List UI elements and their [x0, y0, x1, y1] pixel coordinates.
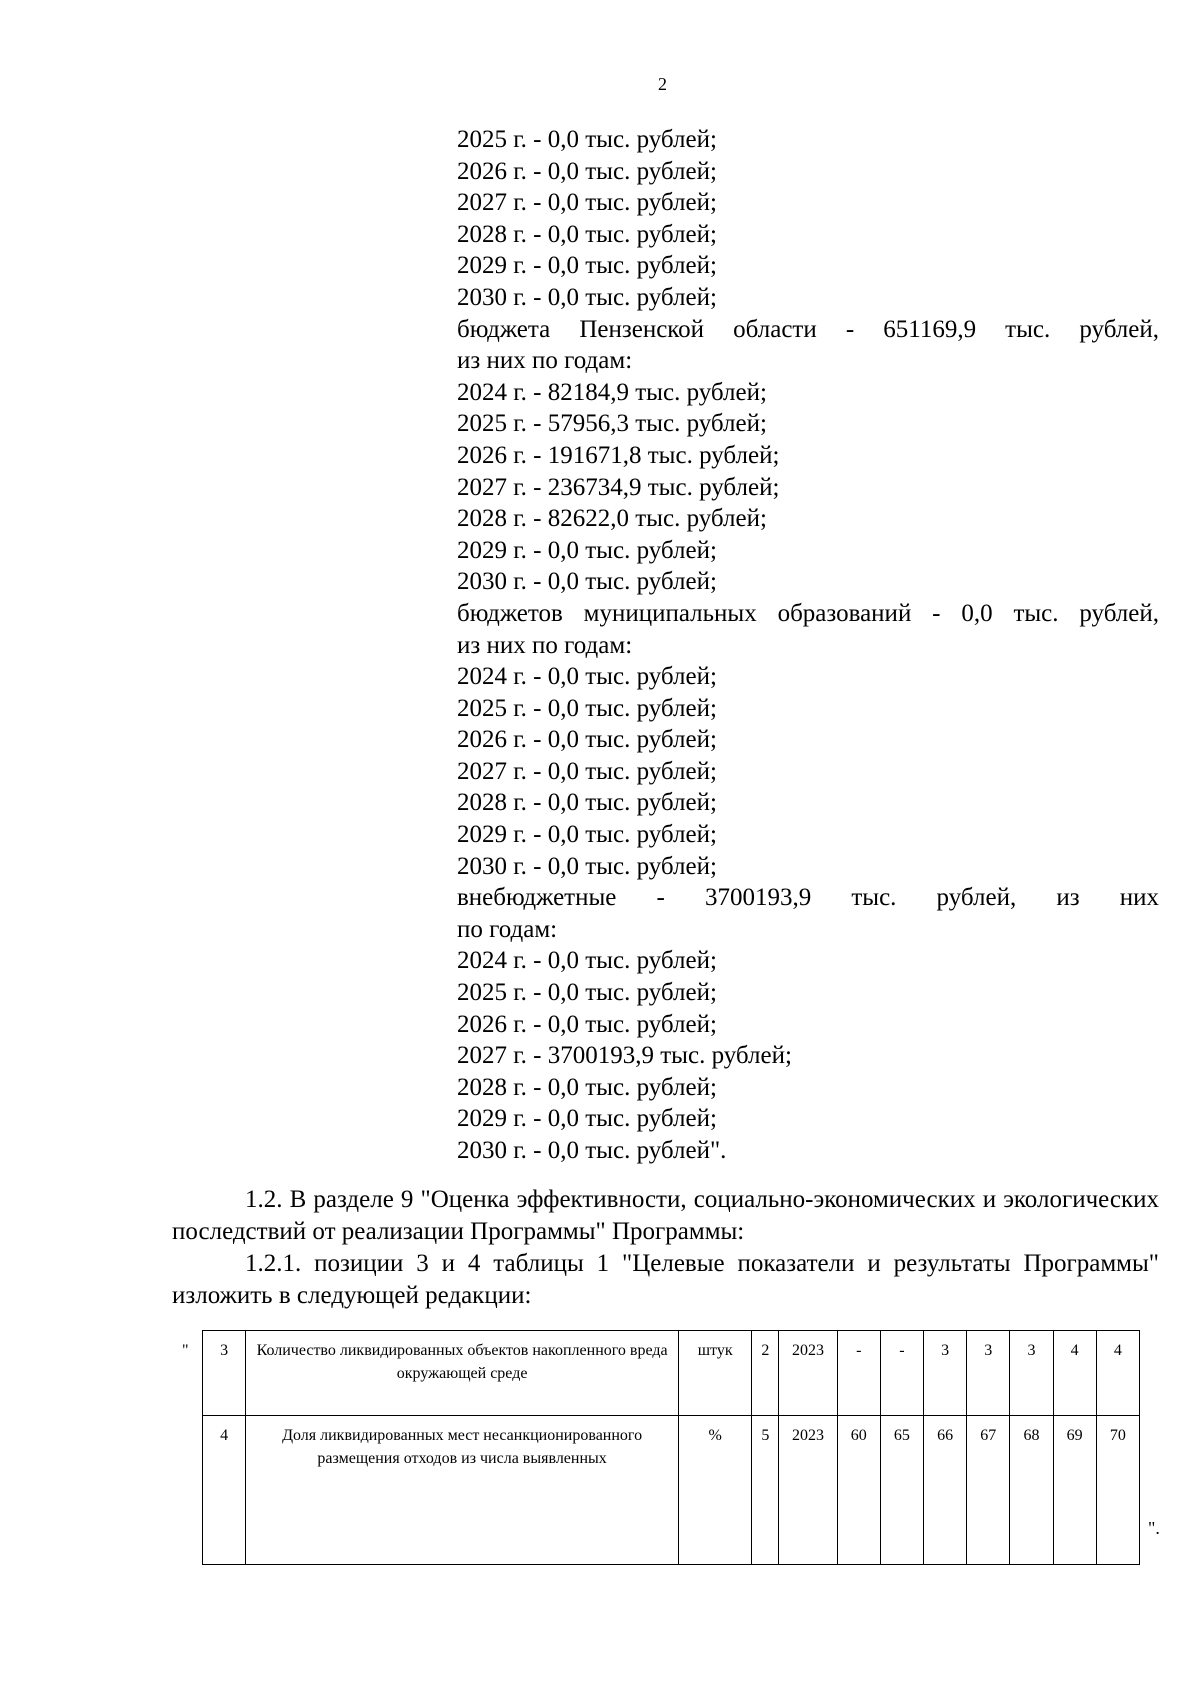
funding-line: 2029 г. - 0,0 тыс. рублей; [457, 1105, 717, 1133]
regional-budget-heading: бюджета Пензенской области - 651169,9 тыс. рублей, [457, 315, 1159, 343]
unit-cell: % [679, 1416, 752, 1565]
extrabudgetary-subheading: по годам: [457, 915, 558, 943]
funding-line: 2029 г. - 0,0 тыс. рублей; [457, 252, 717, 280]
unit-cell: штук [679, 1331, 752, 1416]
funding-line: 2030 г. - 0,0 тыс. рублей; [457, 283, 717, 311]
extrabudgetary-funds [457, 882, 1159, 1166]
funding-line: 2027 г. - 0,0 тыс. рублей; [457, 757, 717, 785]
funding-line: 2029 г. - 0,0 тыс. рублей; [457, 536, 717, 564]
indicator-name-cell: Количество ликвидированных объектов накопленного вреда окружающей среде [246, 1331, 679, 1416]
funding-line: 2024 г. - 82184,9 тыс. рублей; [457, 378, 767, 406]
funding-line: 2027 г. - 0,0 тыс. рублей; [457, 189, 717, 217]
table-close-quote: ". [1148, 1518, 1160, 1538]
funding-line: 2027 г. - 3700193,9 тыс. рублей; [457, 1042, 792, 1070]
funding-line: 2030 г. - 0,0 тыс. рублей; [457, 852, 717, 880]
table-open-quote: " [182, 1342, 189, 1359]
year-value-cell: - [880, 1331, 923, 1416]
funding-line: 2028 г. - 0,0 тыс. рублей; [457, 220, 717, 248]
funding-line: 2024 г. - 0,0 тыс. рублей; [457, 947, 717, 975]
funding-line: 2026 г. - 0,0 тыс. рублей; [457, 1010, 717, 1038]
funding-line: 2028 г. - 0,0 тыс. рублей; [457, 1073, 717, 1101]
target-indicators-table [202, 1330, 1140, 1565]
page-number: 2 [658, 74, 667, 94]
funding-line: 2026 г. - 191671,8 тыс. рублей; [457, 441, 780, 469]
funding-line: 2028 г. - 0,0 тыс. рублей; [457, 789, 717, 817]
section-1-2-1 [172, 1248, 1159, 1311]
year-value-cell: 60 [837, 1416, 880, 1565]
regional-budget [457, 314, 1159, 598]
funding-line: 2025 г. - 0,0 тыс. рублей; [457, 694, 717, 722]
municipal-budget [457, 598, 1159, 882]
year-value-cell: 65 [880, 1416, 923, 1565]
year-value-cell: 3 [1010, 1331, 1053, 1416]
year-value-cell: 4 [1053, 1331, 1096, 1416]
indicator-name-cell: Доля ликвидированных мест несанкционированного размещения отходов из числа выявленных [246, 1416, 679, 1565]
funding-line: 2029 г. - 0,0 тыс. рублей; [457, 821, 717, 849]
federal-years-list [457, 124, 1159, 314]
funding-line: 2030 г. - 0,0 тыс. рублей". [457, 1137, 727, 1164]
funding-line: 2028 г. - 82622,0 тыс. рублей; [457, 505, 767, 533]
funding-line: 2026 г. - 0,0 тыс. рублей; [457, 726, 717, 754]
section-1-2-paragraph: 1.2. В разделе 9 "Оценка эффективности, социально-экономических и экологических последствий от реализации Программы" Программы: [172, 1186, 1159, 1245]
year-value-cell: 69 [1053, 1416, 1096, 1565]
funding-line: 2024 г. - 0,0 тыс. рублей; [457, 663, 717, 691]
row-number-cell: 3 [203, 1331, 246, 1416]
funding-line: 2030 г. - 0,0 тыс. рублей; [457, 568, 717, 596]
year-value-cell: 66 [924, 1416, 967, 1565]
base-year-cell: 2023 [779, 1416, 837, 1565]
funding-line: 2027 г. - 236734,9 тыс. рублей; [457, 473, 780, 501]
year-value-cell: 68 [1010, 1416, 1053, 1565]
base-year-cell: 2023 [779, 1331, 837, 1416]
regional-budget-subheading: из них по годам: [457, 347, 633, 375]
year-value-cell: 3 [967, 1331, 1010, 1416]
extrabudgetary-heading: внебюджетные - 3700193,9 тыс. рублей, из них [457, 884, 1159, 912]
year-value-cell: 3 [924, 1331, 967, 1416]
section-1-2-1-paragraph: 1.2.1. позиции 3 и 4 таблицы 1 "Целевые показатели и результаты Программы" изложить в следующей редакции: [172, 1250, 1159, 1309]
year-value-cell: 4 [1096, 1331, 1139, 1416]
table-row [203, 1331, 1140, 1416]
municipal-budget-heading: бюджетов муниципальных образований - 0,0 тыс. рублей, [457, 599, 1159, 627]
funding-line: 2025 г. - 57956,3 тыс. рублей; [457, 410, 767, 438]
year-value-cell: 67 [967, 1416, 1010, 1565]
municipal-budget-subheading: из них по годам: [457, 631, 633, 659]
section-1-2 [172, 1184, 1159, 1247]
funding-sources [457, 124, 1159, 1167]
funding-line: 2025 г. - 0,0 тыс. рублей; [457, 979, 717, 1007]
funding-line: 2025 г. - 0,0 тыс. рублей; [457, 126, 717, 153]
year-value-cell: 70 [1096, 1416, 1139, 1565]
row-number-cell: 4 [203, 1416, 246, 1565]
funding-line: 2026 г. - 0,0 тыс. рублей; [457, 157, 717, 185]
year-value-cell: - [837, 1331, 880, 1416]
table-row [203, 1416, 1140, 1565]
base-value-cell: 2 [752, 1331, 779, 1416]
base-value-cell: 5 [752, 1416, 779, 1565]
